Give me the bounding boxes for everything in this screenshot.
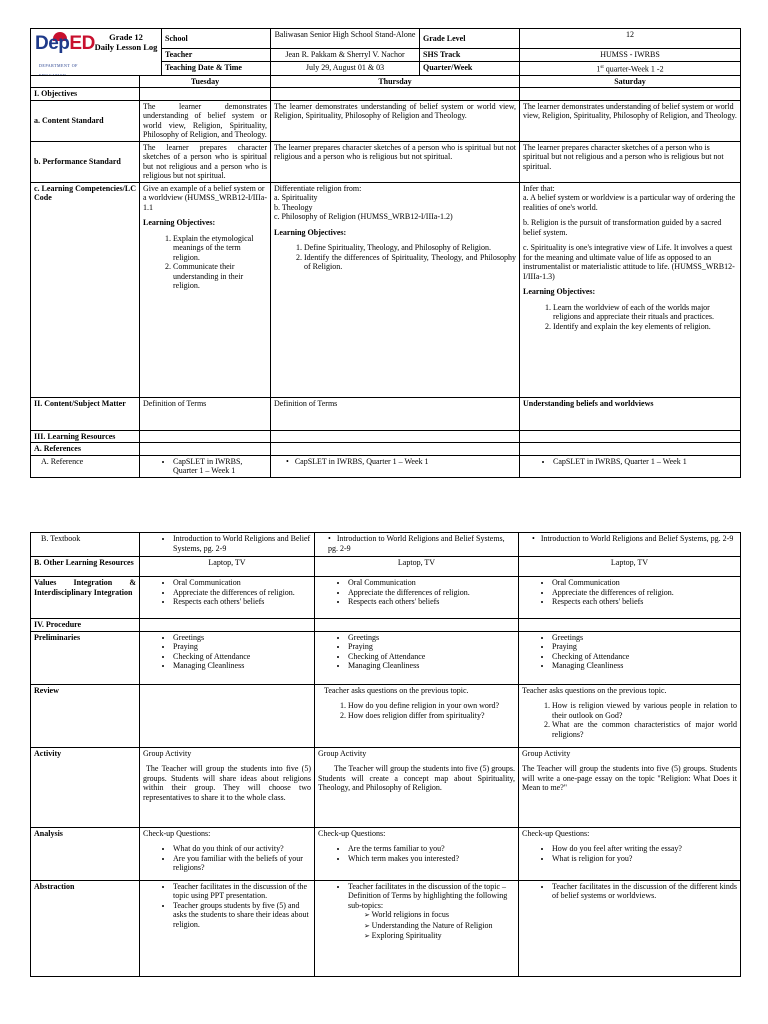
- references-label: A. References: [31, 443, 140, 456]
- values-integration-tue: • Oral Communication • Appreciate the differences of religion. • Respects each others' beliefs: [140, 577, 315, 619]
- content-standard-thu: The learner demonstrates understanding of belief system or world view, Religion, Spirituality, Philosophy of Religion and Theology.: [271, 100, 520, 141]
- deped-logo: DepED DEPARTMENT OF EDUCATION: [35, 33, 95, 76]
- analysis-sat: Check-up Questions: • How do you feel after writing the essay? • What is religion for you?: [519, 827, 741, 880]
- log-title: Daily Lesson Log: [94, 42, 158, 52]
- teacher-label: Teacher: [162, 49, 271, 62]
- competencies-label: c. Learning Competencies/LC Code: [31, 182, 140, 397]
- activity-label: Activity: [31, 747, 140, 827]
- abstraction-label: Abstraction: [31, 880, 140, 976]
- day-header-tuesday: Tuesday: [140, 75, 271, 88]
- values-integration-sat: • Oral Communication • Appreciate the differences of religion. • Respects each others' beliefs: [519, 577, 741, 619]
- school-label: School: [162, 29, 271, 49]
- other-resources-thu: Laptop, TV: [315, 557, 519, 577]
- reference-thu: • CapSLET in IWRBS, Quarter 1 – Week 1: [271, 455, 520, 477]
- abstraction-sat: • Teacher facilitates in the discussion of the different kinds of belief systems or worldviews.: [519, 880, 741, 976]
- learning-resources-label: III. Learning Resources: [31, 430, 140, 443]
- performance-standard-thu: The learner prepares character sketches of a person who is spiritual but not religious and a person who is religious but not spiritual.: [271, 141, 520, 182]
- reference-tue: • CapSLET in IWRBS, Quarter 1 – Week 1: [140, 455, 271, 477]
- review-sat: Teacher asks questions on the previous topic. 1. How is religion viewed by various people in relation to their outlook on God? 2. What are the common characteristics of major world religions?: [519, 684, 741, 747]
- date-label: Teaching Date & Time: [162, 61, 271, 75]
- preliminaries-label: Preliminaries: [31, 631, 140, 684]
- lesson-log-table-page1: [30, 28, 741, 478]
- quarter-value: 1st quarter-Week 1 -2: [520, 61, 741, 75]
- activity-tue: Group Activity The Teacher will group the students into five (5) groups. Students will share ideas about religions within their group. They will choose two representatives to share it to the whole class.: [140, 747, 315, 827]
- date-value: July 29, August 01 & 03: [271, 61, 420, 75]
- objectives-label: I. Objectives: [31, 88, 140, 101]
- textbook-tue: • Introduction to World Religions and Belief Systems, pg. 2-9: [140, 533, 315, 557]
- day-header-saturday: Saturday: [520, 75, 741, 88]
- track-value: HUMSS - IWRBS: [520, 49, 741, 62]
- preliminaries-tue: • Greetings • Praying • Checking of Attendance • Managing Cleanliness: [140, 631, 315, 684]
- content-standard-label: a. Content Standard: [31, 100, 140, 141]
- reference-label: A. Reference: [31, 455, 140, 477]
- other-resources-sat: Laptop, TV: [519, 557, 741, 577]
- preliminaries-thu: • Greetings • Praying • Checking of Attendance • Managing Cleanliness: [315, 631, 519, 684]
- grade-level-label: Grade Level: [420, 29, 520, 49]
- teacher-value: Jean R. Pakkam & Sherryl V. Nachor: [271, 49, 420, 62]
- abstraction-tue: • Teacher facilitates in the discussion of the topic using PPT presentation. • Teacher groups students by five (5) and asks the students to share their ideas about religion.: [140, 880, 315, 976]
- performance-standard-sat: The learner prepares character sketches of a person who is spiritual but not religious and a person who is religious but not spiritual.: [520, 141, 741, 182]
- activity-sat: Group Activity The Teacher will group the students into five (5) groups. Students will write a one-page essay on the topic "Religion: What Does it Mean to me?": [519, 747, 741, 827]
- textbook-sat: • Introduction to World Religions and Belief Systems, pg. 2-9: [519, 533, 741, 557]
- abstraction-thu: • Teacher facilitates in the discussion of the topic – Definition of Terms by highlighting the following sub-topics: ➢ World religions in focus ➢ Understanding the Nature of Religion ➢ Exploring Spirituality: [315, 880, 519, 976]
- competencies-sat: Infer that: a. A belief system or worldview is a particular way of ordering the realities of one's world. b. Religion is the pursuit of transformation guided by a sacred belief system. c. Spirituality is one's integrative view of Life. It involves a quest for the meaning and ultimate value of life as opposed to an instrumentalist or materialistic attitude to life. (HUMSS_WRB12-I/IIIa-1.3) Learning Objectives: 1. Learn the worldview of each of the worlds major religions and appreciate their rituals and practices. 2. Identify and explain the key elements of religion.: [520, 182, 741, 397]
- activity-thu: Group Activity The Teacher will group the students into five (5) groups. Students will create a concept map about Spirituality, Theology, and Philosophy of Religion.: [315, 747, 519, 827]
- lesson-log-table-page2: [30, 532, 741, 977]
- content-subject-tue: Definition of Terms: [140, 397, 271, 430]
- school-value: Baliwasan Senior High School Stand-Alone: [271, 29, 420, 49]
- reference-sat: • CapSLET in IWRBS, Quarter 1 – Week 1: [520, 455, 741, 477]
- performance-standard-tue: The learner prepares character sketches of a person who is spiritual but not religious and a person who is religious but not spiritual.: [140, 141, 271, 182]
- values-integration-label: Values Integration & Interdisciplinary Integration: [31, 577, 140, 619]
- other-resources-tue: Laptop, TV: [140, 557, 315, 577]
- grade-title: Grade 12: [109, 32, 143, 42]
- review-label: Review: [31, 684, 140, 747]
- preliminaries-sat: • Greetings • Praying • Checking of Attendance • Managing Cleanliness: [519, 631, 741, 684]
- analysis-tue: Check-up Questions: • What do you think of our activity? • Are you familiar with the beliefs of your religions?: [140, 827, 315, 880]
- analysis-thu: Check-up Questions: • Are the terms familiar to you? • Which term makes you interested?: [315, 827, 519, 880]
- content-standard-tue: The learner demonstrates understanding of belief system or world view, Religion, Spirituality, Philosophy of Religion, and Theology.: [140, 100, 271, 141]
- textbook-label: B. Textbook: [31, 533, 140, 557]
- content-subject-label: II. Content/Subject Matter: [31, 397, 140, 430]
- competencies-tue: Give an example of a belief system or a worldview (HUMSS_WRB12-I/IIIa-1.1 Learning Objectives: 1. Explain the etymological meanings of the term religion. 2. Communicate their understanding in their religion.: [140, 182, 271, 397]
- competencies-thu: Differentiate religion from: a. Spirituality b. Theology c. Philosophy of Religion (HUMSS_WRB12-I/IIIa-1.2) Learning Objectives: 1. Define Spirituality, Theology, and Philosophy of Religion. 2. Identify the differences of Spirituality, Theology, and Philosophy of Religion.: [271, 182, 520, 397]
- day-header-thursday: Thursday: [271, 75, 520, 88]
- procedure-label: IV. Procedure: [31, 619, 140, 632]
- header-logo-cell: [31, 29, 162, 76]
- content-standard-sat: The learner demonstrates understanding of belief system or world view, Religion, Spirituality, Philosophy of Religion, and Theology.: [520, 100, 741, 141]
- other-resources-label: B. Other Learning Resources: [31, 557, 140, 577]
- content-subject-sat: Understanding beliefs and worldviews: [520, 397, 741, 430]
- performance-standard-label: b. Performance Standard: [31, 141, 140, 182]
- content-subject-thu: Definition of Terms: [271, 397, 520, 430]
- textbook-thu: • Introduction to World Religions and Belief Systems, pg. 2-9: [315, 533, 519, 557]
- review-tue: [140, 684, 315, 747]
- review-thu: Teacher asks questions on the previous topic. 1. How do you define religion in your own word? 2. How does religion differ from spirituality?: [315, 684, 519, 747]
- values-integration-thu: • Oral Communication • Appreciate the differences of religion. • Respects each others' beliefs: [315, 577, 519, 619]
- track-label: SHS Track: [420, 49, 520, 62]
- quarter-label: Quarter/Week: [420, 61, 520, 75]
- grade-level-value: 12: [520, 29, 741, 49]
- analysis-label: Analysis: [31, 827, 140, 880]
